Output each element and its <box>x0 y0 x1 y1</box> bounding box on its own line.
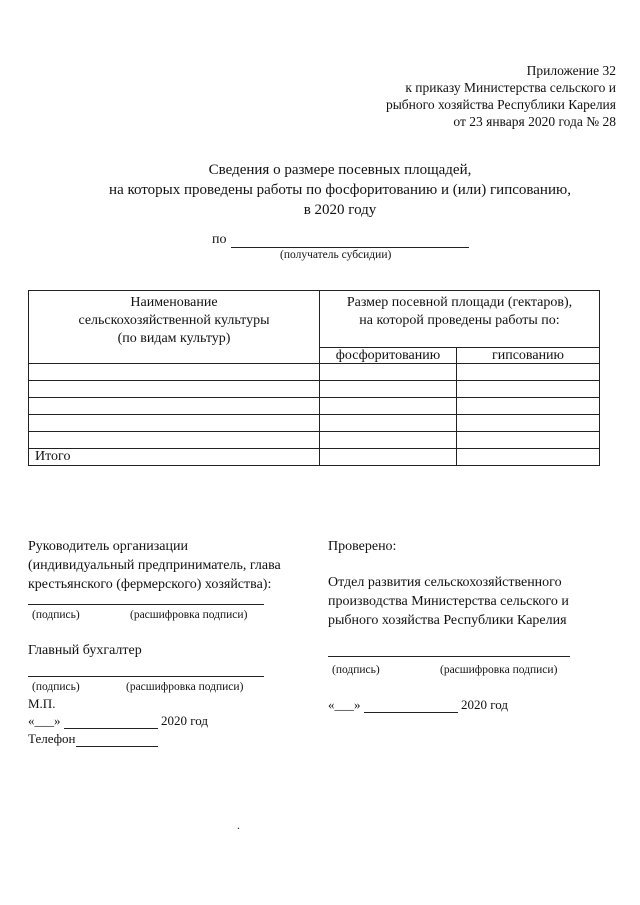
dept-line-2: производства Министерства сельского и <box>328 594 569 609</box>
appendix-order-ref: к приказу Министерства сельского и <box>405 80 616 95</box>
header-gypsum: гипсованию <box>457 348 600 364</box>
left-date-month-line[interactable] <box>64 716 158 729</box>
table-cell[interactable] <box>29 398 320 415</box>
head-decode-caption: (расшифровка подписи) <box>130 609 248 621</box>
right-date-day[interactable]: «___» <box>328 697 361 712</box>
table-cell[interactable] <box>29 415 320 432</box>
total-row <box>29 449 600 466</box>
header-crop-line-1: Наименование <box>130 295 218 310</box>
table-row <box>29 381 600 398</box>
total-gypsum-cell[interactable] <box>457 449 600 466</box>
table-cell[interactable] <box>29 364 320 381</box>
table-cell[interactable] <box>320 398 457 415</box>
stamp-label: М.П. <box>28 696 56 711</box>
table-cell[interactable] <box>457 381 600 398</box>
title-line-2: на которых проведены работы по фосфоритованию и (или) гипсованию, <box>109 182 571 198</box>
header-size <box>320 291 600 348</box>
checked-label: Проверено: <box>328 539 397 554</box>
table-row <box>29 364 600 381</box>
recipient-prefix: по <box>212 232 227 247</box>
table-cell[interactable] <box>320 364 457 381</box>
table-cell[interactable] <box>457 398 600 415</box>
header-crop-line-2: сельскохозяйственной культуры <box>78 313 270 328</box>
recipient-row <box>212 232 469 248</box>
document-title <box>40 160 640 220</box>
table-row <box>29 432 600 449</box>
head-signature-line[interactable] <box>28 604 264 605</box>
table-cell[interactable] <box>320 415 457 432</box>
table-row <box>29 398 600 415</box>
left-date-day[interactable]: «___» <box>28 713 61 728</box>
dept-sign-caption: (подпись) <box>332 664 380 676</box>
table-cell[interactable] <box>29 432 320 449</box>
phone-label: Телефон <box>28 731 76 746</box>
title-line-1: Сведения о размере посевных площадей, <box>208 162 472 178</box>
header-size-line-1: Размер посевной площади (гектаров), <box>346 295 573 310</box>
table-cell[interactable] <box>320 432 457 449</box>
table-cell[interactable] <box>29 381 320 398</box>
footer-mark: . <box>237 818 240 832</box>
accountant-decode-caption: (расшифровка подписи) <box>126 681 244 693</box>
table-cell[interactable] <box>457 432 600 449</box>
right-date-year: 2020 год <box>461 697 508 712</box>
area-table <box>28 290 600 466</box>
left-date-row <box>28 713 208 729</box>
head-label-1: Руководитель организации <box>28 539 188 554</box>
phone-field[interactable] <box>76 734 158 747</box>
head-label-3: крестьянского (фермерского) хозяйства): <box>28 577 272 592</box>
recipient-field[interactable] <box>231 233 469 248</box>
table-row <box>29 415 600 432</box>
appendix-number: Приложение 32 <box>526 63 616 78</box>
table-cell[interactable] <box>457 415 600 432</box>
right-date-row <box>328 697 508 713</box>
head-label-2: (индивидуальный предприниматель, глава <box>28 558 281 573</box>
head-sign-caption: (подпись) <box>32 609 80 621</box>
appendix-header <box>286 62 616 130</box>
right-date-month-line[interactable] <box>364 700 458 713</box>
recipient-caption: (получатель субсидии) <box>280 249 392 261</box>
header-phosphorite: фосфоритованию <box>320 348 457 364</box>
right-signature-block <box>328 537 396 556</box>
appendix-ministry: рыбного хозяйства Республики Карелия <box>385 97 616 112</box>
accountant-signature-line[interactable] <box>28 676 264 677</box>
phone-row <box>28 731 158 747</box>
accountant-sign-caption: (подпись) <box>32 681 80 693</box>
dept-block <box>328 573 569 630</box>
accountant-label: Главный бухгалтер <box>28 643 142 658</box>
dept-line-3: рыбного хозяйства Республики Карелия <box>328 613 567 628</box>
header-crop <box>29 291 320 364</box>
left-signature-block <box>28 537 281 594</box>
header-size-line-2: на которой проведены работы по: <box>359 313 560 328</box>
dept-decode-caption: (расшифровка подписи) <box>440 664 558 676</box>
table-cell[interactable] <box>457 364 600 381</box>
table-cell[interactable] <box>320 381 457 398</box>
dept-line-1: Отдел развития сельскохозяйственного <box>328 575 562 590</box>
header-crop-line-3: (по видам культур) <box>117 331 231 346</box>
dept-signature-line[interactable] <box>328 656 570 657</box>
total-label: Итого <box>29 449 320 466</box>
left-date-year: 2020 год <box>161 713 208 728</box>
title-line-3: в 2020 году <box>303 202 377 218</box>
total-phosphorite-cell[interactable] <box>320 449 457 466</box>
appendix-date: от 23 января 2020 года № 28 <box>453 114 616 129</box>
